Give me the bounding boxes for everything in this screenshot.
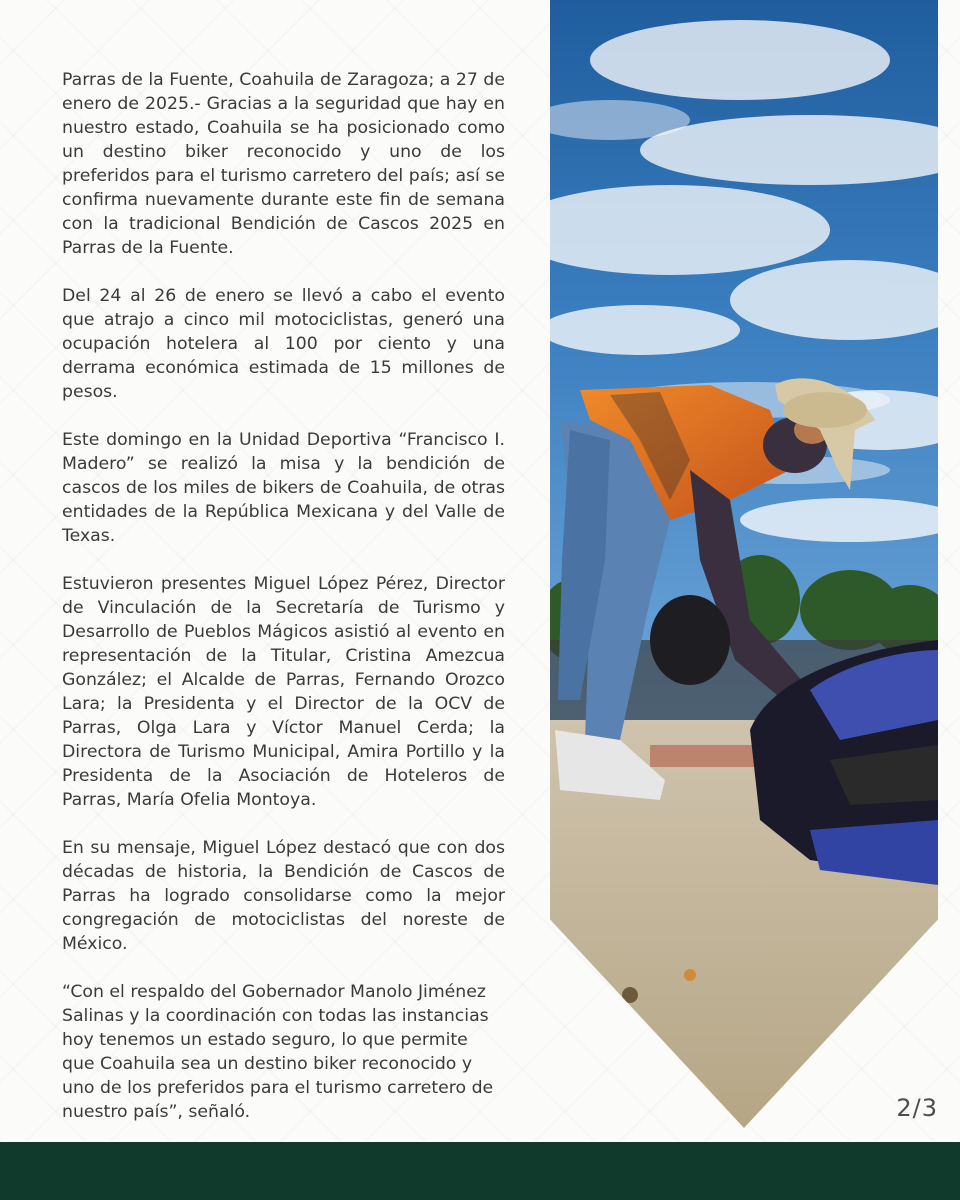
footer-bar bbox=[0, 1142, 960, 1200]
paragraph-attendees: Estuvieron presentes Miguel López Pérez, Director de Vinculación de la Secretaría de Turismo y Desarrollo de Pueblos Mágicos asistió al evento en representación de la Titular, Cristina Amezcua González; el Alcalde de Parras, Fernando Orozco Lara; la Presidenta y el Director de la OCV de Parras, Olga Lara y Víctor Manuel Cerda; la Directora de Turismo Municipal, Amira Portillo y la Presidenta de la Asociación de Hoteleros de Parras, María Ofelia Montoya. bbox=[62, 574, 505, 810]
paragraph-message: En su mensaje, Miguel López destacó que con dos décadas de historia, la Bendición de Cascos de Parras ha logrado consolidarse como la mejor congregación de motociclistas del noreste de México. bbox=[62, 838, 505, 954]
article-body bbox=[62, 68, 505, 1148]
paragraph-intro: Parras de la Fuente, Coahuila de Zaragoza; a 27 de enero de 2025.- Gracias a la seguridad que hay en nuestro estado, Coahuila se ha posicionado como un destino biker reconocido y uno de los preferidos para el turismo carretero del país; así se confirma nuevamente durante este fin de semana con la tradicional Bendición de Cascos 2025 en Parras de la Fuente. bbox=[62, 70, 505, 258]
paragraph-quote: “Con el respaldo del Gobernador Manolo Jiménez Salinas y la coordinación con todas las instancias hoy tenemos un estado seguro, lo que permite que Coahuila sea un destino biker reconocido y uno de los preferidos para el turismo carretero de nuestro país”, señaló. bbox=[62, 982, 494, 1122]
event-photo bbox=[550, 0, 938, 1128]
page-indicator: 2/3 bbox=[896, 1094, 938, 1122]
paragraph-ceremony: Este domingo en la Unidad Deportiva “Francisco I. Madero” se realizó la misa y la bendición de cascos de los miles de bikers de Coahuila, de otras entidades de la República Mexicana y del Valle de Texas. bbox=[62, 430, 505, 546]
paragraph-event-stats: Del 24 al 26 de enero se llevó a cabo el evento que atrajo a cinco mil motociclistas, generó una ocupación hotelera al 100 por ciento y una derrama económica estimada de 15 millones de pesos. bbox=[62, 286, 505, 402]
biker-helmet-photo-illustration bbox=[550, 0, 938, 1128]
